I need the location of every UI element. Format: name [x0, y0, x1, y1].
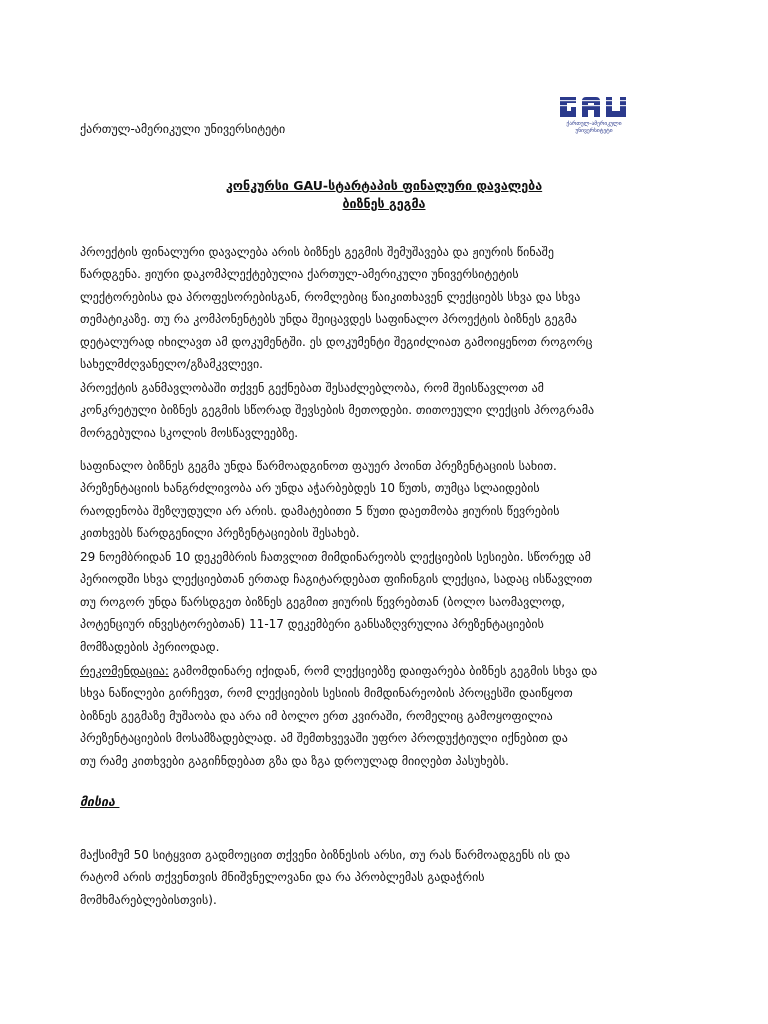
- university-name: ქართულ-ამერიკული უნივერსიტეტი: [80, 122, 286, 136]
- paragraph-learning: [80, 377, 696, 444]
- text-line: თუ როგორ უნდა წარსდგეთ ბიზნეს გეგმით ჟიურის წევრებთან (ბოლო საომავლოდ,: [80, 594, 566, 609]
- text-line: კონკრეტული ბიზნეს გეგმის სწორად შევსების მეთოდები. თითოეული ლექცის პროგრამა: [80, 403, 595, 418]
- text-line: პროექტის განმავლობაში თქვენ გექნებათ შესაძლებლობა, რომ შეისწავლოთ ამ: [80, 381, 544, 395]
- text-line: პრეზენტაციების მოსამზადებლად. ამ შემთხვევაში უფრო პროდუქტიული იქნებით და: [80, 731, 568, 746]
- text-line: კითხვებს წარდგენილი პრეზენტაციების შესახებ.: [80, 526, 360, 541]
- text-line: წარდგენა. ჟიური დაკომპლექტებულია ქართულ-ამერიკული უნივერსიტეტის: [80, 267, 519, 282]
- gau-logo-caption: [556, 121, 632, 134]
- text-line: თემატიკაზე. თუ რა კომპონენტებს უნდა შეიცავდეს საფინალო პროექტის ბიზნეს გეგმა: [80, 312, 577, 327]
- recommendation-label: რეკომენდაცია:: [80, 664, 169, 678]
- text-line: მაქსიმუმ 50 სიტყვით გადმოეცით თქვენი ბიზნესის არსი, თუ რას წარმოადგენს ის და: [80, 848, 571, 862]
- text-line: რატომ არის თქვენთვის მნიშვნელოვანი და რა პრობლემას გადაჭრის: [80, 870, 485, 885]
- text-line: საფინალო ბიზნეს გეგმა უნდა წარმოადგინოთ ფაუერ პოინთ პრეზენტაციის სახით.: [80, 459, 557, 473]
- text-line: [80, 660, 696, 682]
- text-line: მომზადების პერიოდად.: [80, 639, 220, 654]
- paragraph-presentation: [80, 455, 696, 545]
- paragraph-schedule: [80, 546, 696, 658]
- gau-logo-caption-line: ქართულ-ამერიკული: [566, 121, 622, 127]
- document-title: კონკურსი GAU-სტარტაპის ფინალური დავალება: [225, 178, 543, 193]
- text-line: პერიოდში სხვა ლექციებთან ერთად ჩაგიტარდებათ ფიჩინგის ლექცია, სადაც ისწავლით: [80, 572, 593, 587]
- text-line: 29 ნოემბრიდან 10 დეკემბრის ჩათვლით მიმდინარეობს ლექციების სესიები. სწორედ ამ: [80, 550, 591, 564]
- text-line: სახელმძღვანელო/გზამკვლევი.: [80, 357, 263, 372]
- document-subtitle: ბიზნეს გეგმა: [342, 196, 426, 211]
- text-line: თუ რამე კითხვები გაგიჩნდებათ გზა და ზგა დროულად მიიღებთ პასუხებს.: [80, 753, 509, 768]
- paragraph-mission: [80, 844, 696, 911]
- text-line: დეტალურად იხილავთ ამ დოკუმენტში. ეს დოკუმენტი შეგიძლიათ გამოიყენოთ როგორც: [80, 334, 593, 349]
- text-line: პოტენციურ ინვესტორებთან) 11-17 დეკემბერი განსაზღვრულია პრეზენტაციების: [80, 617, 544, 632]
- recommendation-text: გამომდინარე იქიდან, რომ ლექციებზე დაიფარება ბიზნეს გეგმის სხვა და: [168, 664, 598, 678]
- gau-logo-caption-line: უნივერსიტეტი: [575, 127, 613, 134]
- gau-logo-mark: [556, 94, 632, 120]
- text-line: ლექტორებისა და პროფესორებისგან, რომლებიც წაიკითხავენ ლექციებს სხვა და სხვა: [80, 289, 581, 304]
- text-line: ბიზნეს გეგმაზე მუშაობა და არა იმ ბოლო ერთ კვირაში, რომელიც გამოყოფილია: [80, 708, 553, 723]
- text-line: პროექტის ფინალური დავალება არის ბიზნეს გეგმის შემუშავება და ჟიურის წინაშე: [80, 245, 554, 259]
- gau-logo: [556, 94, 632, 138]
- section-heading-mission: მისია: [80, 794, 120, 809]
- text-line: პრეზენტაციის ხანგრძლივობა არ უნდა აჭარბებდეს 10 წუთს, თუმცა სლაიდების: [80, 481, 540, 496]
- paragraph-intro: [80, 241, 696, 375]
- text-line: სხვა ნაწილები გირჩევთ, რომ ლექციების სესიის მიმდინარეობის პროცესში დაიწყოთ: [80, 686, 573, 701]
- text-line: მორგებულია სკოლის მოსწავლეებზე.: [80, 425, 299, 440]
- text-line: მომხმარებლებისთვის).: [80, 892, 217, 907]
- text-line: რაოდენობა შეზღუდული არ არის. დამატებითი 5 წუთი დაეთმობა ჟიურის წევრების: [80, 503, 560, 518]
- paragraph-recommendation: [80, 660, 696, 772]
